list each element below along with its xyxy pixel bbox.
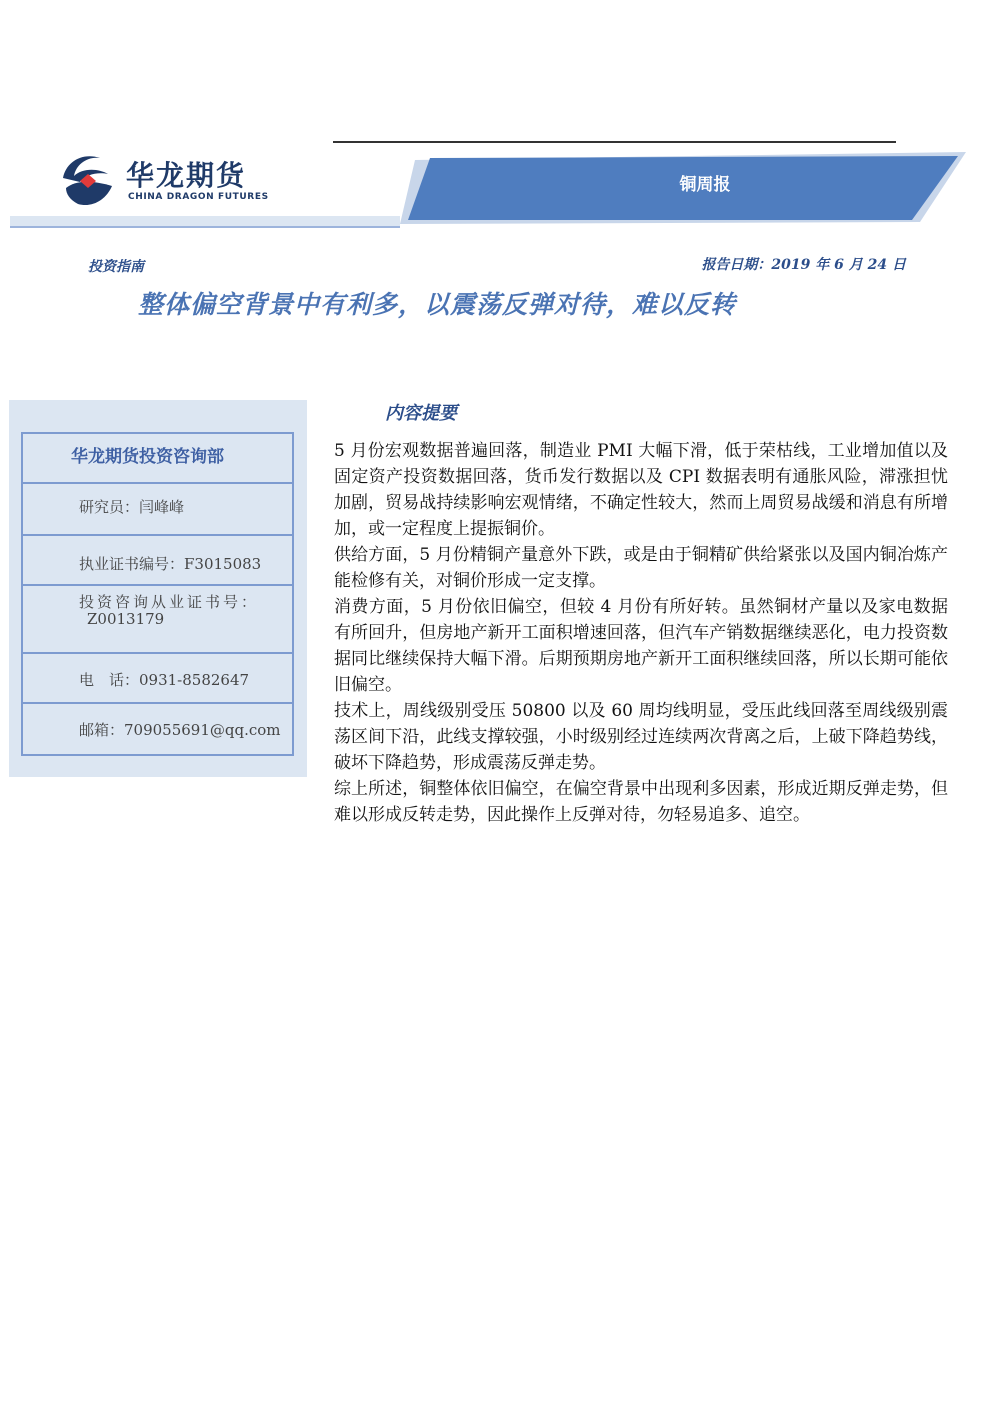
top-rule [333, 141, 896, 143]
license-number: 执业证书编号：F3015083 [23, 536, 292, 586]
summary-paragraph-demand: 消费方面，5 月份依旧偏空，但较 4 月份有所好转。虽然铜材产量以及家电数据有所回升，但房地产新开工面积增速回落，但汽车产销数据继续恶化，电力投资数据同比继续保持大幅下滑。后期预期房地产新开工面积继续回落，所以长期可能依旧偏空。 [334, 597, 948, 695]
summary-paragraph-conclusion: 综上所述，铜整体依旧偏空，在偏空背景中出现利多因素，形成近期反弹走势，但难以形成反转走势，因此操作上反弹对待，勿轻易追多、追空。 [334, 779, 948, 825]
contact-infobox [21, 432, 294, 756]
department-name: 华龙期货投资咨询部 [23, 434, 292, 484]
report-date: 报告日期：2019 年 6 月 24 日 [701, 257, 906, 273]
headline: 整体偏空背景中有利多，以震荡反弹对待，难以反转 [138, 290, 737, 319]
advisory-license-number: Z0013179 [87, 610, 165, 628]
advisory-license [23, 586, 292, 654]
company-logo [58, 150, 318, 210]
summary-title: 内容提要 [385, 403, 457, 424]
summary-paragraph-supply: 供给方面，5 月份精铜产量意外下跌，或是由于铜精矿供给紧张以及国内铜冶炼产能检修有关，对铜价形成一定支撑。 [334, 545, 948, 591]
summary-content [334, 438, 948, 828]
company-name-en: CHINA DRAGON FUTURES [128, 192, 269, 202]
dragon-logo-icon [58, 150, 118, 210]
report-type-label: 铜周报 [679, 175, 731, 195]
section-tag: 投资指南 [88, 259, 144, 275]
email: 邮箱：709055691@qq.com [79, 721, 281, 739]
company-name-cn: 华龙期货 [126, 159, 247, 192]
researcher: 研究员：闫峰峰 [23, 484, 292, 536]
advisory-license-label: 投资咨询从业证书号： [79, 593, 260, 611]
summary-paragraph-technical: 技术上，周线级别受压 50800 以及 60 周均线明显，受压此线回落至周线级别震荡区间下沿，此线支撑较强，小时级别经过连续两次背离之后，上破下降趋势线，破坏下降趋势，形成震荡反弹走势。 [334, 701, 948, 773]
phone: 电 话：0931-8582647 [23, 654, 292, 704]
summary-paragraph-macro: 5 月份宏观数据普遍回落，制造业 PMI 大幅下滑，低于荣枯线，工业增加值以及固定资产投资数据回落，货币发行数据以及 CPI 数据表明有通胀风险，滞涨担忧加剧，贸易战持续影响宏观情绪，不确定性较大，然而上周贸易战缓和消息有所增加，或一定程度上提振铜价。 [334, 441, 948, 539]
